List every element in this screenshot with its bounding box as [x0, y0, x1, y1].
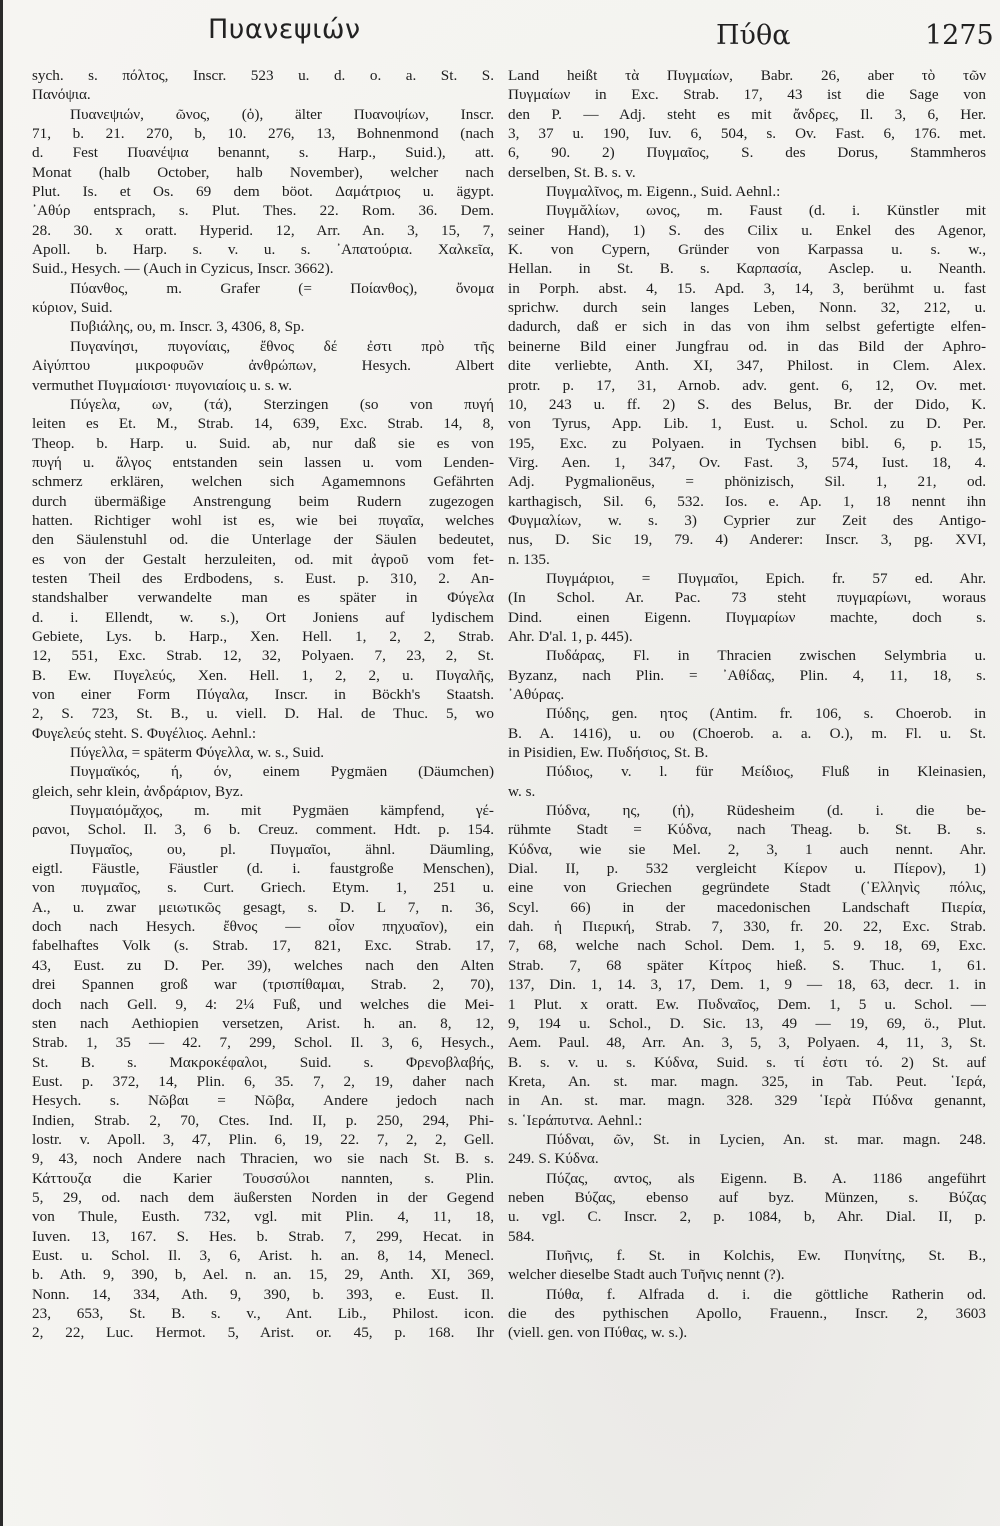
- text-line: 7, 68, welche nach Schol. Dem. 1, 5. 9. 18, 69, Exc.: [508, 937, 986, 955]
- text-line: Land heißt τὰ Πυγμαίων, Babr. 26, aber τὸ τῶν: [508, 67, 986, 84]
- text-line: πυγή u. ἄλγος entstanden sein lassen u. vom Lenden-: [32, 453, 494, 471]
- text-line: neben Βύζας, ebenso auf byz. Münzen, s. Βύζας: [508, 1188, 986, 1206]
- entry-headword-line: Πυγμάριοι, = Πυγμαῖοι, Epich. fr. 57 ed. Ahr.: [546, 569, 986, 587]
- text-line: Kreta, An. st. mar. magn. 325, in Tab. Peut. ῾Ιερά,: [508, 1072, 986, 1090]
- text-line: 584.: [508, 1227, 535, 1245]
- text-line: Strab. 7, 68 später Κίτρος hieß. S. Thuc. 1, 61.: [508, 956, 986, 974]
- text-line: Byzanz, nach Plin. = ᾿Αθίδας, Plin. 4, 11, 18, s.: [508, 666, 986, 684]
- text-line: n. 135.: [508, 550, 550, 568]
- entry-headword-line: Πύδναι, ῶν, St. in Lycien, An. st. mar. magn. 248.: [546, 1130, 986, 1148]
- text-line: Dial. II, p. 532 vergleicht Κίερον u. Πίερον), 1): [508, 860, 986, 878]
- entry-headword-line: Πυανεψιών, ῶνος, (ὁ), älter Πυανοψίων, Inscr.: [70, 105, 494, 123]
- text-line: sten nach Aethiopien versetzen, Arist. h. an. 8, 12,: [32, 1014, 494, 1032]
- text-line: Indien, Strab. 2, 70, Ctes. Ind. II, p. 250, 294, Phi-: [32, 1111, 494, 1129]
- text-line: Κάττουζα die Karier Τουσσύλοι nannten, s. Plin.: [32, 1169, 494, 1187]
- text-line: (viell. gen. von Πύθας, w. s.).: [508, 1324, 688, 1342]
- text-line: 28. 30. x oratt. Hyperid. 12, Arr. An. 3, 15, 7,: [32, 221, 494, 239]
- running-head-left: Πυανεψιών: [208, 14, 361, 45]
- entry-headword-line: Πυῆνις, f. St. in Kolchis, Ew. Πυηνίτης, St. B.,: [546, 1246, 986, 1264]
- text-line: karthagisch, Sil. 6, 532. Ios. e. Ap. 1, 18 nennt ihn: [508, 492, 986, 510]
- text-line: seiner Hand), 1) S. des Cilix u. Enkel des Agenor,: [508, 221, 986, 239]
- text-line: nus, D. Sic 19, 79. 4) Anderer: Inscr. 3, pg. XVI,: [508, 531, 986, 549]
- text-line: Gebiete, Lys. b. Harp., Xen. Hell. 1, 2, 2, Strab.: [32, 627, 494, 645]
- left-column: [32, 66, 494, 1343]
- text-line: Iuven. 13, 167. S. Hes. b. Strab. 7, 299, Hecat. in: [32, 1227, 494, 1245]
- text-line: welcher dieselbe Stadt auch Τυῆνις nennt (?).: [508, 1266, 785, 1284]
- text-line: κύριον, Suid.: [32, 299, 113, 317]
- entry-headword-line: Πύδνα, ης, (ἡ), Rüdesheim (d. i. die be-: [546, 802, 986, 820]
- text-line: in Pisidien, Ew. Πυδήσιος, St. B.: [508, 744, 709, 762]
- text-line: d. Fest Πυανέψια benannt, s. Harp., Suid.), att.: [32, 144, 494, 162]
- entry-headword-line: Πυγμαιόμᾰχος, m. mit Pygmäen kämpfend, γέ-: [70, 802, 494, 820]
- text-line: lostr. v. Apoll. 3, 47, Plin. 6, 19, 22. 7, 2, 2, Gell.: [32, 1130, 494, 1148]
- text-line: B. A. 1416), u. ου (Choerob. a. a. O.), m. Fl. u. St.: [508, 724, 986, 742]
- text-line: drei Spannen groß war (τρισπίθαμαι, Strab. 2, 70),: [32, 976, 494, 994]
- text-line: Dind. einen Eigenn. Πυγμαρίων machte, doch s.: [508, 608, 986, 626]
- text-line: von πυγμαῖος, s. Curt. Griech. Etym. 1, 251 u.: [32, 879, 494, 897]
- running-head-right: Πύθα: [716, 20, 791, 51]
- text-line: 71, b. 21. 270, b, 10. 276, 13, Bohnenmond (nach: [32, 125, 494, 143]
- text-line: Scyl. 66) in der macedonischen Landschaft Πιερία,: [508, 898, 986, 916]
- text-line: rühmte Stadt = Κύδνα, nach Theag. b. St. B. s.: [508, 821, 986, 839]
- text-line: Φυγελεύς steht. S. Φυγέλιος. Aehnl.:: [32, 724, 257, 742]
- text-line: Πανόψια.: [32, 86, 91, 104]
- entry-headword-line: Πυγμαϊκός, ή, όν, einem Pygmäen (Däumchen): [70, 763, 494, 781]
- page-edge-shadow: [0, 0, 3, 1526]
- text-line: 9, 43, noch Andere nach Thracien, wo sie nach St. B. s.: [32, 1150, 494, 1168]
- text-line: hatten. Richtiger wohl ist es, wie bei πυγαῖα, welches: [32, 511, 494, 529]
- entry-headword-line: Πύθα, f. Alfrada d. i. die göttliche Ratherin od.: [546, 1285, 986, 1303]
- page-number: 1275: [925, 20, 994, 51]
- text-line: standshalber verwandelte man es später in Φύγελα: [32, 589, 494, 607]
- text-line: 5, 29, od. nach dem äußersten Norden in der Gegend: [32, 1188, 494, 1206]
- entry-headword-line: Πύγελα, ων, (τά), Sterzingen (so von πυγή: [70, 395, 494, 413]
- text-line: durch übermäßige Anstrengung beim Rudern zugezogen: [32, 492, 494, 510]
- text-line: es von der Gestalt herzuleiten, od. mit ἀγροῦ vom fet-: [32, 550, 494, 568]
- text-line: 195, Exc. zu Polyaen. in Tychsen bibl. 6, p. 15,: [508, 434, 986, 452]
- text-line: St. B. s. Μακροκέφαλοι, Suid. s. Φρενοβλαβής,: [32, 1053, 494, 1071]
- text-line: in Porph. abst. 4, 15. Apd. 3, 14, 3, berühmt u. fast: [508, 279, 986, 297]
- text-line: von Thule, Eusth. 732, vgl. mit Plin. 4, 11, 18,: [32, 1208, 494, 1226]
- text-line: Πυγμαίων in Exc. Strab. 17, 43 ist die Sage von: [508, 86, 986, 104]
- text-line: 249. S. Κύδνα.: [508, 1150, 599, 1168]
- text-line: B. s. v. u. s. Κύδνα, Suid. s. τί ἐστι τό. 2) St. auf: [508, 1053, 986, 1071]
- text-line: 2, 22, Luc. Hermot. 5, Arist. or. 45, p. 168. Ihr: [32, 1324, 494, 1342]
- text-line: 43, Eust. zu D. Per. 39), welches nach den Alten: [32, 956, 494, 974]
- text-line: Plut. Is. et Os. 69 dem böot. Δαμάτριος u. ägypt.: [32, 183, 494, 201]
- text-line: eine von Griechen gegründete Stadt (῾Ελληνὶς πόλις,: [508, 879, 986, 897]
- text-line: doch nach Hesych. ἔθνος — οἷον πηχυαῖον), ein: [32, 918, 494, 936]
- text-line: Nonn. 14, 334, Ath. 9, 390, b. 393, e. Eust. Il.: [32, 1285, 494, 1303]
- text-line: gleich, sehr klein, ἀνδράριον, Byz.: [32, 782, 244, 800]
- text-line: u. vgl. C. Inscr. 2, p. 1084, b, Ahr. Dial. II, p.: [508, 1208, 986, 1226]
- text-line: Hesych. s. Νῶβαι = Νῶβα, Andere jedoch nach: [32, 1092, 494, 1110]
- text-line: sych. s. πόλτος, Inscr. 523 u. d. o. a. St. S.: [32, 67, 494, 84]
- text-line: 12, 551, Exc. Strab. 12, 32, Polyaen. 7, 23, 2, St.: [32, 647, 494, 665]
- text-line: 137, Din. 1, 14. 3, 17, Dem. 1, 9 — 18, 63, decr. 1. in: [508, 976, 986, 994]
- text-line: w. s.: [508, 782, 536, 800]
- text-line: 6, 90. 2) Πυγμαῖος, S. des Dorus, Stammheros: [508, 144, 986, 162]
- text-line: von Tyrus, App. Lib. 1, Eust. u. Schol. zu D. Per.: [508, 415, 986, 433]
- text-line: eigtl. Fäustle, Fäustler (d. i. faustgroße Menschen),: [32, 860, 494, 878]
- text-line: 1 Plut. x oratt. Ew. Πυδναῖος, Dem. 1, 5 u. Schol. —: [508, 995, 986, 1013]
- text-line: 23, 653, St. B. s. v., Ant. Lib., Philost. icon.: [32, 1305, 494, 1322]
- text-line: Φυγμαλίων, w. s. 3) Cyprier zur Zeit des Antigo-: [508, 511, 986, 529]
- text-line: ᾿Αθύρας.: [508, 686, 565, 703]
- text-line: derselben, St. B. s. v.: [508, 163, 636, 181]
- entry-headword-line: Πύδης, gen. ητος (Antim. fr. 106, s. Choerob. in: [546, 705, 986, 723]
- text-line: Apoll. b. Harp. s. v. u. s. ᾿Απατούρια. Χαλκεῖα,: [32, 241, 494, 259]
- text-line: sprichw. durch sein langes Leben, Nonn. 32, 212, u.: [508, 299, 986, 317]
- text-line: ρανοι, Schol. Il. 3, 6 b. Creuz. comment. Hdt. p. 154.: [32, 821, 494, 839]
- entry-headword-line: Πυγμᾰλίων, ωνος, m. Faust (d. i. Künstler mit: [546, 202, 986, 220]
- text-line: testen Theil des Erdbodens, s. Eust. p. 310, 2. An-: [32, 569, 494, 587]
- text-line: von einer Form Πύγαλα, Inscr. in Böckh's Staatsh.: [32, 686, 494, 703]
- text-line: Aem. Paul. 48, Arr. An. 3, 5, 3, Polyaen. 4, 11, 3, St.: [508, 1034, 986, 1052]
- text-line: die des pythischen Apollo, Frauenn., Inscr. 2, 3603: [508, 1305, 986, 1322]
- entry-headword-line: Πυγανίησι, πυγονίαις, ἔθνος δέ ἐστι πρὸ τῆς: [70, 337, 494, 355]
- text-line: dite verliebte, Anth. XI, 347, Philost. in Clem. Alex.: [508, 357, 986, 375]
- entry-headword-line: Πυγμαλῖνος, m. Eigenn., Suid. Aehnl.:: [546, 183, 781, 201]
- entry-headword-line: Πυδάρας, Fl. in Thracien zwischen Selymbria u.: [546, 647, 986, 665]
- entry-headword-line: Πύζας, αντος, als Eigenn. B. A. 1186 angeführt: [546, 1169, 986, 1187]
- text-line: Virg. Aen. 1, 347, Ov. Fast. 3, 574, Iust. 18, 4.: [508, 453, 986, 471]
- entry-headword-line: Πύανθος, m. Grafer (= Ποίανθος), ὄνομα: [70, 279, 494, 297]
- text-line: protr. p. 17, 31, Arnob. adv. gent. 6, 12, Ov. met.: [508, 376, 986, 394]
- text-line: (In Schol. Ar. Pac. 73 steht πυγμαρίωνι, woraus: [508, 589, 986, 607]
- text-line: A., u. zwar μειωτικῶς gesagt, s. D. L 7, n. 36,: [32, 898, 494, 916]
- text-line: K. von Cypern, Gründer von Karpassa u. s. w.,: [508, 241, 986, 259]
- entry-headword-line: Πύδιος, v. l. für Μείδιος, Fluß in Kleinasien,: [546, 763, 986, 781]
- right-column: [508, 66, 986, 1343]
- text-line: schmerz erklären, welchen sich Agamemnons Gefährten: [32, 473, 494, 491]
- text-line: Eust. p. 372, 14, Plin. 6, 35. 7, 2, 19, daher nach: [32, 1072, 494, 1090]
- text-line: leiten es Et. M., Strab. 14, 639, Exc. Strab. 14, 8,: [32, 415, 494, 433]
- text-line: Hellan. in St. B. s. Καρπασία, Asclep. u. Neanth.: [508, 260, 986, 278]
- text-line: dah. ἡ Πιερική, Strab. 7, 330, fr. 20. 22, Exc. Strab.: [508, 918, 986, 936]
- text-line: doch nach Gell. 9, 4: 2¼ Fuß, und welches die Mei-: [32, 995, 494, 1013]
- text-line: s. ῾Ιεράπυτνα. Aehnl.:: [508, 1111, 643, 1129]
- text-line: 10, 243 u. ff. 2) S. des Belus, Br. der Dido, K.: [508, 395, 986, 413]
- text-line: Suid., Hesych. — (Auch in Cyzicus, Inscr. 3662).: [32, 260, 334, 278]
- text-line: den Säulenstuhl od. die Unterlage der Säulen bedeutet,: [32, 531, 494, 549]
- text-line: d. i. Ellendt, w. s.), Ort Joniens auf lydischem: [32, 608, 494, 626]
- text-line: Κύδνα, wie sie Mel. 2, 3, 1 auch nennt. Ahr.: [508, 840, 986, 858]
- text-line: Ahr. D'al. 1, p. 445).: [508, 627, 633, 645]
- text-line: den P. — Adj. steht es mit ἄνδρες, Il. 3, 6, Her.: [508, 105, 986, 123]
- text-line: Theop. b. Harp. u. Suid. ab, nur daß sie es von: [32, 434, 494, 452]
- text-line: ᾿Αθύρ entsprach, s. Plut. Thes. 22. Rom. 36. Dem.: [32, 202, 494, 220]
- text-line: beinerne Bild einer Jungfrau od. in das Bild der Aphro-: [508, 337, 986, 355]
- text-line: b. Ath. 9, 390, b, Ael. n. an. 15, 29, Anth. XI, 369,: [32, 1266, 494, 1284]
- text-line: Αἰγύπτου μικροφυῶν ἀνθρώπων, Hesych. Albert: [32, 357, 494, 375]
- text-line: vermuthet Πυγμαίοισι· πυγονιαίοις u. s. w.: [32, 376, 293, 394]
- entry-headword-line: Πύγελλα, = späterm Φύγελλα, w. s., Suid.: [70, 744, 325, 762]
- text-line: Adj. Pygmalionēus, = phönizisch, Sil. 1, 21, od.: [508, 473, 986, 491]
- text-line: in An. st. mar. magn. 328. 329 ῾Ιερὰ Πύδνα genannt,: [508, 1092, 986, 1110]
- text-line: Strab. 1, 35 — 42. 7, 299, Schol. Il. 3, 6, Hesych.,: [32, 1034, 494, 1052]
- entry-headword-line: Πυβιάλης, ου, m. Inscr. 3, 4306, 8, Sp.: [70, 318, 305, 336]
- text-line: Eust. u. Schol. Il. 3, 6, Arist. h. an. 8, 14, Menecl.: [32, 1246, 494, 1264]
- text-line: 3, 37 u. 190, Iuv. 6, 504, s. Ov. Fast. 6, 176. met.: [508, 125, 986, 143]
- text-line: 9, 194 u. Schol., D. Sic. 13, 49 — 19, 69, ö., Plut.: [508, 1014, 986, 1032]
- text-line: B. Ew. Πυγελεύς, Xen. Hell. 1, 2, 2, u. Πυγαλῆς,: [32, 666, 494, 684]
- text-line: Monat (halb October, halb November), welcher nach: [32, 163, 494, 181]
- text-line: dadurch, daß er sich in das von ihm selbst gefertigte elfen-: [508, 318, 986, 336]
- text-line: fabelhaftes Volk (s. Strab. 17, 821, Exc. Strab. 17,: [32, 937, 494, 955]
- text-line: 2, S. 723, St. B., u. viell. D. Hal. de Thuc. 5, wo: [32, 705, 494, 723]
- entry-headword-line: Πυγμαῖος, ου, pl. Πυγμαῖοι, ähnl. Däumling,: [70, 840, 494, 858]
